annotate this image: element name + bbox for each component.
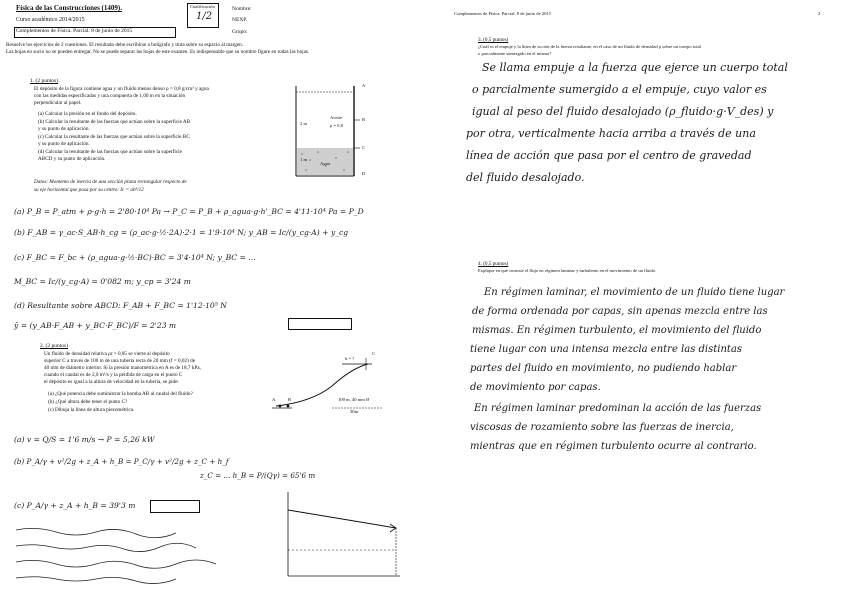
problem1-data: su eje horizontal que pasa por su centro: Ic = ab³/12 xyxy=(34,187,144,193)
q3-answer-line: por otra, verticalmente hacia arriba a través de una xyxy=(466,127,756,140)
tank-water-label: Agua xyxy=(320,161,330,166)
q3-question: ¿Cuál es el empuje y la línea de acción de la fuerza resultante, en el caso de un fluido de densidad ρ sobre un cuerpo total xyxy=(478,44,701,49)
q4-answer-line: mientras que en régimen turbulento ocurre al contrario. xyxy=(470,441,757,452)
problem2-statement: 40 mm de diámetro interior. Si la presión manométrica en A es de 18,7 kPa, xyxy=(44,365,201,371)
q3-answer-line: del fluido desalojado. xyxy=(466,171,585,184)
tank-diagram-icon xyxy=(276,80,376,190)
pipe-label-a: A xyxy=(272,397,276,402)
tank-label-d: D xyxy=(362,171,366,176)
problem2-statement: el depósito es igual a la altura de velocidad en la tubería, se pide: xyxy=(44,379,179,385)
q3-question: o parcialmente sumergido en el mismo? xyxy=(478,51,552,56)
problem2-statement: cuando el caudal es de 2,0 m³/s y la pérdida de carga en el punto C xyxy=(44,372,183,378)
exam-title: Complementos de Física. Parcial. 8 de junio de 2015 xyxy=(16,28,133,34)
piezometric-line-graph-icon xyxy=(278,488,408,588)
q4-answer-line: En régimen laminar predominan la acción de las fuerzas xyxy=(474,403,762,414)
tank-fluid-label: Aceite xyxy=(330,115,342,120)
problem2-statement: Un fluido de densidad relativa ρr = 0,85 se vierte al depósito xyxy=(44,351,170,357)
p1-answer-d2: ȳ = (y_AB·F_AB + y_BC·F_BC)/F = 2'23 m xyxy=(14,321,177,330)
problem1-data: Datos: Momento de inercia de una sección plana rectangular respecto de xyxy=(34,179,187,185)
academic-year: Curso académico 2014/2015 xyxy=(16,17,85,23)
pipe-label-top: h = ? xyxy=(345,356,355,361)
q3-answer-line: igual al peso del fluido desalojado (ρ_fluido·g·V_des) y xyxy=(472,105,774,118)
q4-answer-line: de movimiento por capas. xyxy=(470,382,601,393)
tank-height-1: 2 m xyxy=(300,121,308,126)
problem1-item: (d) Calcular la resultante de las fuerzas que actúan sobre la superficie xyxy=(38,149,182,155)
q4-answer-line: viscosas de rozamiento sobre las fuerzas de inercia, xyxy=(470,422,734,433)
instruction-line: Resuelve los ejercicios de 2 cuestiones. El resultado debe escribirse a bolígrafo y tinta sobre su espacio al margen. xyxy=(6,42,244,48)
p1-answer-b: (b) F_AB = γ_ac·S_AB·h_cg = (ρ_ac·g·½·2A)·2·1 = 1'9·10⁴ N; y_AB = Ic/(y_cg·A) + y_cg xyxy=(14,228,349,237)
tank-label-a: A xyxy=(362,83,366,88)
problem1-item: y su punto de aplicación. xyxy=(38,141,90,147)
p1-answer-a: (a) P_B = P_atm + ρ·g·h = 2'80·10⁴ Pa → P_C = P_B + ρ_agua·g·h'_BC = 4'11·10⁴ Pa = P_D xyxy=(14,207,364,216)
q4-answer-line: partes del fluido en movimiento, no pudiendo hablar xyxy=(470,363,737,374)
problem2-item: (c) Dibuja la línea de altura piezométrica. xyxy=(48,407,135,413)
pipe-label-mid: 30m xyxy=(350,409,359,414)
right-page-number: 2 xyxy=(818,11,821,16)
problem1-item: y su punto de aplicación. xyxy=(38,126,90,132)
q4-answer-line: En régimen laminar, el movimiento de un fluido tiene lugar xyxy=(484,287,785,298)
p1-answer-d: (d) Resultante sobre ABCD: F_AB + F_BC = 1'12·10⁵ N xyxy=(14,301,227,310)
problem2-item: (a) ¿Qué potencia debe suministrar la bomba AB al caudal del fluido? xyxy=(48,391,193,397)
pipe-label-b: B xyxy=(288,397,292,402)
pipe-label-c: C xyxy=(372,351,376,356)
handwritten-scratch-icon xyxy=(12,520,262,590)
p2-result-box xyxy=(150,500,200,513)
q3-answer-line: línea de acción que pasa por el centro de gravedad xyxy=(466,149,752,162)
tank-rho-label: ρ = 0,8 xyxy=(330,123,343,128)
grade-value: 1/2 xyxy=(196,11,213,22)
problem1-item: (a) Calcular la presión en el fondo del depósito. xyxy=(38,111,137,117)
problem2-item: (b) ¿Qué altura debe tener el punto C? xyxy=(48,399,128,405)
grade-label: Cualificación xyxy=(190,4,215,9)
problem1-item: ABCD y su punto de aplicación. xyxy=(38,156,106,162)
tank-height-2: 1 m xyxy=(300,157,308,162)
problem1-statement: El depósito de la figura contiene agua y un fluido menos denso ρ = 0,8 g/cm³ y agua xyxy=(34,86,209,92)
exam-page-right xyxy=(424,0,848,596)
problem1-title: 1. (2 puntos) xyxy=(30,78,58,84)
course-title: Física de las Construcciones (1409). xyxy=(16,4,122,12)
p1-answer-c: (c) F_BC = F_bc + (ρ_agua·g·½·BC)·BC = 3'4·10⁴ N; y_BC = ... xyxy=(14,253,256,262)
problem1-item: (b) Calcular la resultante de las fuerzas que actúan sobre la superficie AB xyxy=(38,119,191,125)
name-label: Nombre: xyxy=(232,6,252,12)
instruction-line: Las hojas en sucio no se pueden entregar. No se puede separar las hojas de este examen. Es indispensable que su nombre figure en todas las hojas. xyxy=(6,49,310,55)
p1-answer-c2: M_BC = Ic/(y_cg·A) = 0'082 m; y_cp = 3'24 m xyxy=(14,277,191,286)
pipe-diagram-icon xyxy=(272,350,392,420)
nexp-label: NEXP. xyxy=(232,17,248,23)
problem1-statement: perpendicular al papel. xyxy=(34,100,82,106)
right-page-header: Complementos de Física. Parcial. 8 de junio de 2015 xyxy=(454,11,551,16)
q4-question: Explique en qué consiste el flujo en régimen laminar y turbulento en el movimiento de un fluido. xyxy=(478,268,657,273)
group-label: Grupo: xyxy=(232,29,248,35)
problem2-statement: superior C a través de 100 m de una tubería recta de 20 mm (f = 0,02) de xyxy=(44,358,196,364)
p2-answer-b: (b) P_A/γ + v²/2g + z_A + h_B = P_C/γ + v²/2g + z_C + h_f xyxy=(14,457,229,466)
q3-answer-line: o parcialmente sumergido a el empuje, cuyo valor es xyxy=(472,83,767,96)
tank-label-b: B xyxy=(362,117,366,122)
tank-label-c: C xyxy=(362,145,366,150)
p2-answer-a: (a) v = Q/S = 1'6 m/s → P = 5,26 kW xyxy=(14,435,155,444)
q3-title: 3. (0,5 puntos) xyxy=(478,37,509,43)
q4-title: 4. (0,5 puntos) xyxy=(478,261,509,267)
problem1-statement: con las medidas especificadas y una compuerta de 1,00 m en la situación xyxy=(34,93,186,99)
q4-answer-line: mismas. En régimen turbulento, el movimiento del fluido xyxy=(472,325,762,336)
problem2-title: 2. (2 puntos) xyxy=(40,343,68,349)
q4-answer-line: de forma ordenada por capas, sin apenas mezcla entre las xyxy=(472,306,768,317)
p2-answer-c: (c) P_A/γ + z_A + h_B = 39'3 m xyxy=(14,501,136,510)
p1-result-box xyxy=(288,318,352,330)
q3-answer-line: Se llama empuje a la fuerza que ejerce un cuerpo total xyxy=(482,61,788,74)
problem1-item: (c) Calcular la resultante de las fuerzas que actúan sobre la superficie BC xyxy=(38,134,190,140)
p2-answer-b2: z_C = ... h_B = P/(Qγ) = 65'6 m xyxy=(200,471,316,480)
pipe-label-length: 100 m, 40 mm Ø xyxy=(338,397,370,402)
q4-answer-line: tiene lugar con una intensa mezcla entre las distintas xyxy=(470,344,743,355)
